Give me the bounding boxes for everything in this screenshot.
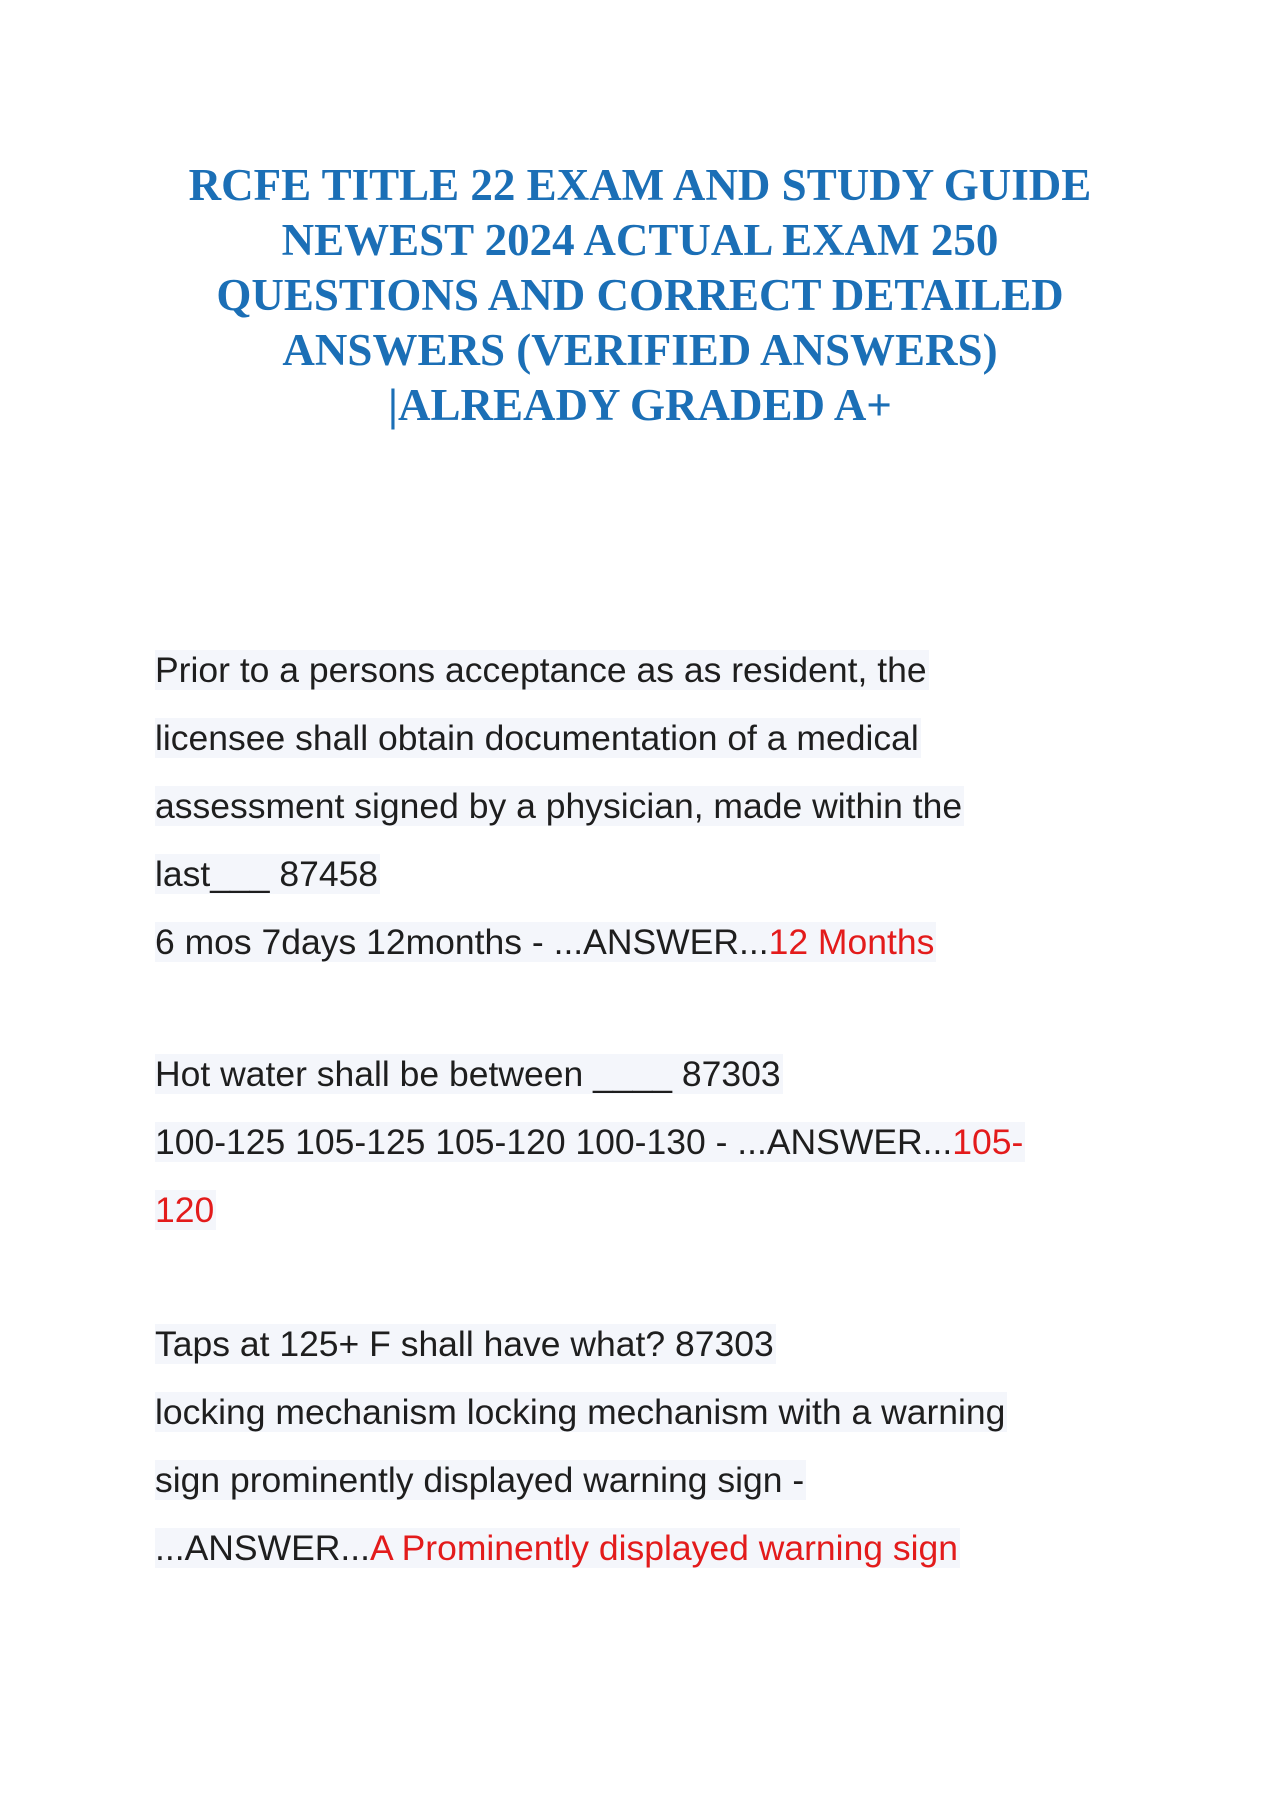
title-line: |ALREADY GRADED A+ <box>388 380 892 430</box>
question-line: assessment signed by a physician, made within the <box>155 786 963 826</box>
question-line: sign prominently displayed warning sign - <box>155 1460 805 1500</box>
answer-text: 120 <box>155 1190 215 1230</box>
question-block-3 <box>155 1310 1115 1582</box>
options-line <box>155 1514 1115 1582</box>
title-line: ANSWERS (VERIFIED ANSWERS) <box>282 325 998 375</box>
answer-text: A Prominently displayed warning sign <box>370 1528 959 1568</box>
options-line <box>155 908 1115 976</box>
question-line: Taps at 125+ F shall have what? 87303 <box>155 1324 774 1364</box>
question-block-2 <box>155 1040 1115 1244</box>
question-line: Hot water shall be between ____ 87303 <box>155 1054 781 1094</box>
answer-continuation-line <box>155 1176 1115 1244</box>
question-line: Prior to a persons acceptance as as resident, the <box>155 650 927 690</box>
question-line: last___ 87458 <box>155 854 379 894</box>
answer-text: 105- <box>952 1122 1024 1162</box>
title-line: QUESTIONS AND CORRECT DETAILED <box>216 270 1064 320</box>
answer-text: 12 Months <box>768 922 935 962</box>
document-title <box>140 158 1140 433</box>
title-line: RCFE TITLE 22 EXAM AND STUDY GUIDE <box>188 160 1092 210</box>
title-line: NEWEST 2024 ACTUAL EXAM 250 <box>281 215 999 265</box>
question-line: licensee shall obtain documentation of a medical <box>155 718 919 758</box>
options-text: 6 mos 7days 12months - ...ANSWER... <box>155 922 769 962</box>
options-line <box>155 1108 1115 1176</box>
options-text: ...ANSWER... <box>155 1528 370 1568</box>
options-text: 100-125 105-125 105-120 100-130 - ...ANSWER... <box>155 1122 953 1162</box>
question-line: locking mechanism locking mechanism with a warning <box>155 1392 1006 1432</box>
question-block-1 <box>155 636 1115 976</box>
